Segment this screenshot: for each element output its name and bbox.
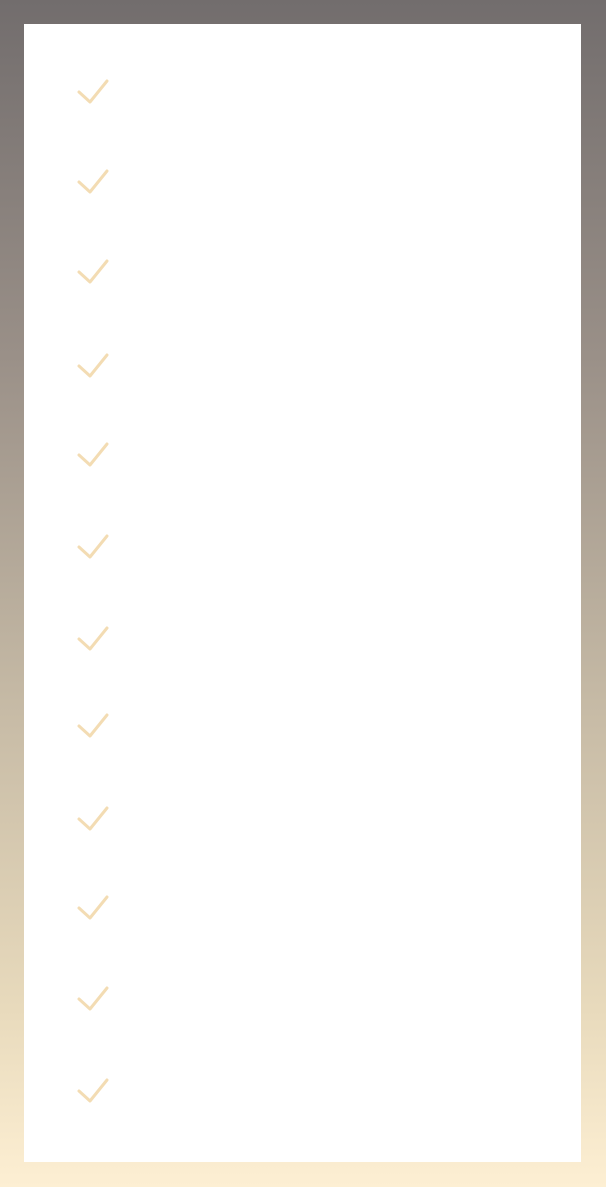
checkmark-icon	[76, 804, 110, 834]
checkmark-icon	[76, 532, 110, 562]
checkmark-icon	[76, 624, 110, 654]
checkmark-icon	[76, 257, 110, 287]
checkmark-icon	[76, 984, 110, 1014]
checkmark-icon	[76, 77, 110, 107]
checklist-card	[24, 24, 581, 1162]
checkmark-icon	[76, 167, 110, 197]
checkmark-icon	[76, 440, 110, 470]
checkmark-icon	[76, 711, 110, 741]
checkmark-icon	[76, 893, 110, 923]
checkmark-icon	[76, 1076, 110, 1106]
checkmark-icon	[76, 351, 110, 381]
checklist	[24, 24, 581, 1162]
